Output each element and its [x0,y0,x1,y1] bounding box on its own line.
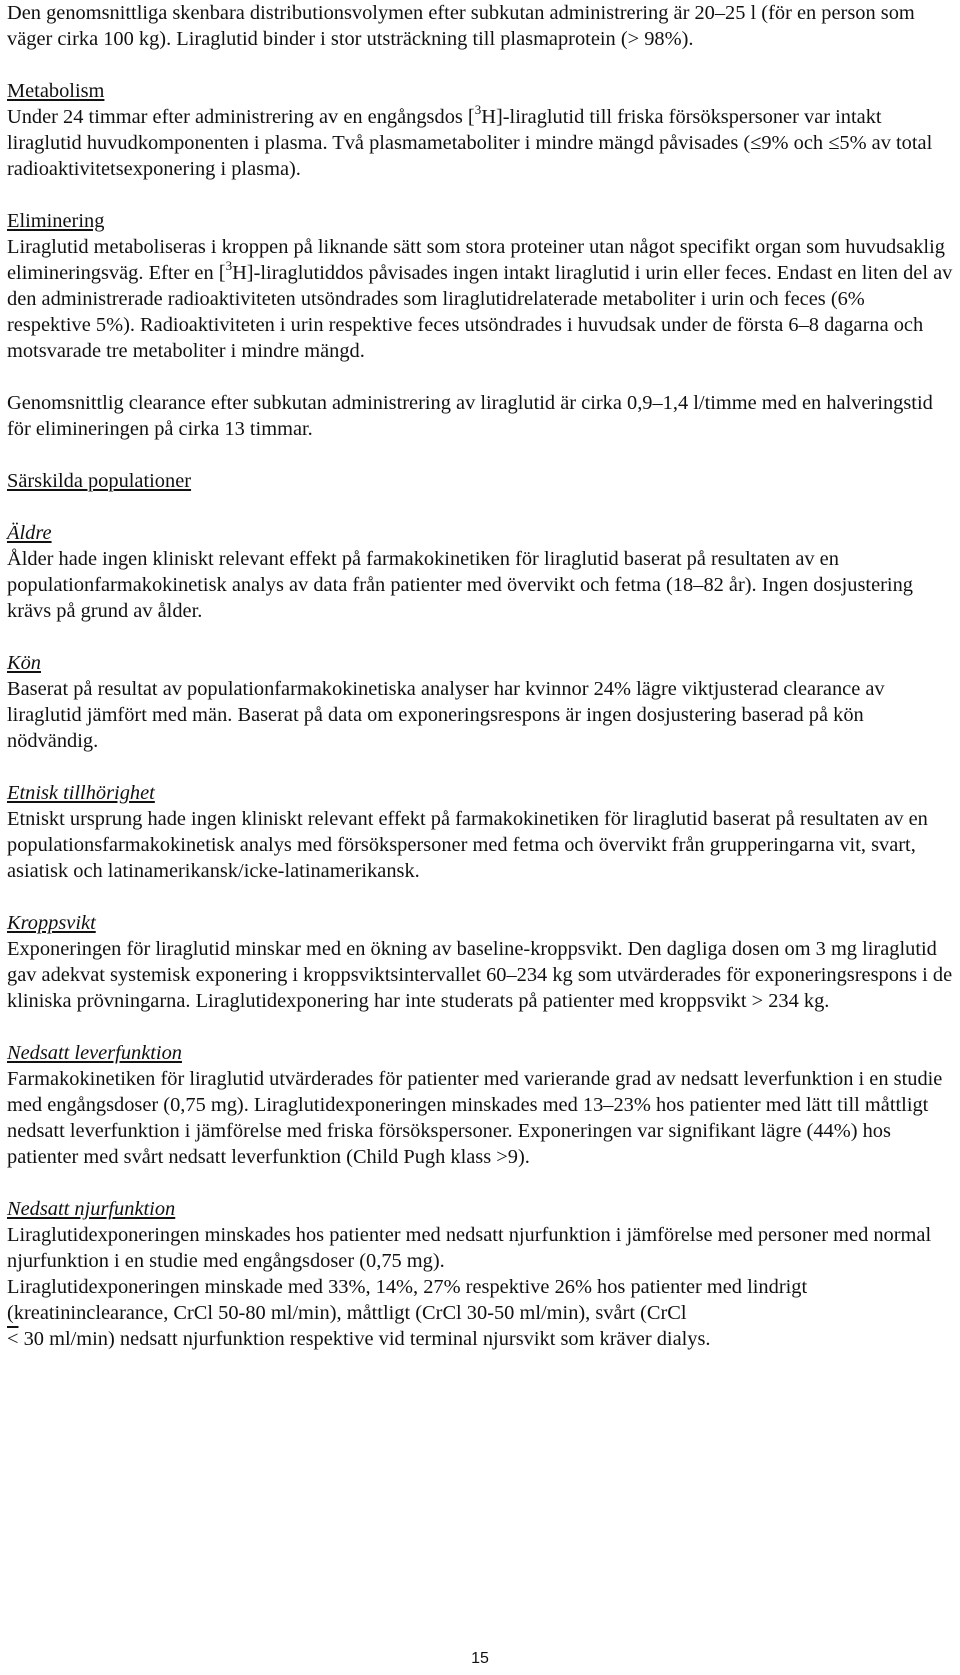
metabolism-text-a: Under 24 timmar efter administrering av en engångsdos [ [7,106,475,128]
hepatic-impairment-subsection [7,1040,953,1170]
metabolism-text-b: H]-liraglutid till friska försökspersoner var intakt liraglutid huvudkomponenten i plasma. Två plasmametaboliter i mindre mängd påvisades ( [7,106,882,154]
metabolism-heading: Metabolism [7,80,105,102]
ethnicity-paragraph: Etniskt ursprung hade ingen kliniskt relevant effekt på farmakokinetiken för liraglutid baserat på resultaten av en populationsfarmakokinetisk analys med försökspersoner med fetma och övervikt från grupperingarna vit, svart, asiatisk och latinamerikansk/icke-latinamerikansk. [7,808,928,882]
hepatic-impairment-paragraph: Farmakokinetiken för liraglutid utvärderades för patienter med varierande grad av nedsatt leverfunktion i en studie med engångsdoser (0,75 mg). Liraglutidexponeringen minskades med 13–23% hos patienter med lätt till måttligt nedsatt leverfunktion i jämförelse med friska försökspersoner. Exponeringen var signifikant lägre (44%) hos patienter med svårt nedsatt leverfunktion (Child Pugh klass >9). [7,1068,943,1168]
renal-text-b: 30 ml/min) nedsatt njurfunktion respektive vid terminal njursvikt som kräver dialys. [18,1328,711,1350]
tritium-superscript: 3 [225,258,233,274]
metabolism-text-d: 5% av total radioaktivitetsexponering i plasma). [7,132,933,180]
special-populations-section [7,468,953,1352]
metabolism-paragraph [7,104,953,182]
elderly-subsection [7,520,953,624]
elimination-text-a: Liraglutid metaboliseras i kroppen på liknande sätt som stora proteiner utan något specifikt organ som huvudsaklig elimineringsväg. Efter en [ [7,236,945,284]
elimination-section [7,208,953,442]
document-page [7,0,953,1352]
special-populations-heading: Särskilda populationer [7,470,192,492]
elimination-paragraph [7,234,953,364]
distribution-paragraph: Den genomsnittliga skenbara distributionsvolymen efter subkutan administrering är 20–25 l (för en person som väger cirka 100 kg). Liraglutid binder i stor utsträckning till plasmaprotein (> 98%). [7,2,915,50]
renal-impairment-heading: Nedsatt njurfunktion [7,1198,176,1220]
elimination-text-b: H]-liraglutiddos påvisades ingen intakt liraglutid i urin eller feces. Endast en liten del av den administrerade radioaktiviteten utsöndrades som liraglutidrelaterade metaboliter i urin och feces (6% respektive 5%). Radioaktiviteten i urin respektive feces utsöndrades i huvudsak under de första 6–8 dagarna och motsvarade tre metaboliter i mindre mängd. [7,262,953,362]
renal-impairment-subsection [7,1196,953,1352]
le-symbol: ≤ [828,132,840,154]
hepatic-impairment-heading: Nedsatt leverfunktion [7,1042,182,1064]
gender-subsection [7,650,953,754]
gender-heading: Kön [7,652,41,674]
renal-text-a: Liraglutidexponeringen minskade med 33%, 14%, 27% respektive 26% hos patienter med lindrigt (kreatininclearance, CrCl 50-80 ml/min), måttligt (CrCl 30-50 ml/min), svårt (CrCl [7,1276,808,1324]
page-number: 15 [471,1650,489,1667]
ethnicity-subsection [7,780,953,884]
lt-symbol: < [7,1328,19,1350]
gender-paragraph: Baserat på resultat av populationfarmakokinetiska analyser har kvinnor 24% lägre viktjusterad clearance av liraglutid jämfört med män. Baserat på data om exponeringsrespons är ingen dosjustering baserad på kön nödvändig. [7,678,885,752]
elderly-heading: Äldre [7,522,52,544]
tritium-superscript: 3 [474,102,482,118]
renal-impairment-paragraph-2 [7,1274,953,1352]
ethnicity-heading: Etnisk tillhörighet [7,782,155,804]
renal-impairment-paragraph-1: Liraglutidexponeringen minskades hos patienter med nedsatt njurfunktion i jämförelse med personer med normal njurfunktion i en studie med engångsdoser (0,75 mg). [7,1224,932,1272]
le-symbol: ≤ [750,132,762,154]
body-weight-subsection [7,910,953,1014]
body-weight-paragraph: Exponeringen för liraglutid minskar med en ökning av baseline-kroppsvikt. Den dagliga dosen om 3 mg liraglutid gav adekvat systemisk exponering i kroppsviktsintervallet 60–234 kg som utvärderades för exponeringsrespons i de kliniska prövningarna. Liraglutidexponering har inte studerats på patienter med kroppsvikt > 234 kg. [7,938,953,1012]
elderly-paragraph: Ålder hade ingen kliniskt relevant effekt på farmakokinetiken för liraglutid baserat på resultaten av en populationfarmakokinetisk analys av data från patienter med övervikt och fetma (18–82 år). Ingen dosjustering krävs på grund av ålder. [7,548,913,622]
body-weight-heading: Kroppsvikt [7,912,96,934]
clearance-paragraph: Genomsnittlig clearance efter subkutan administrering av liraglutid är cirka 0,9–1,4 l/timme med en halveringstid för elimineringen på cirka 13 timmar. [7,392,933,440]
metabolism-text-c: 9% och [761,132,829,154]
metabolism-section [7,78,953,182]
elimination-heading: Eliminering [7,210,105,232]
